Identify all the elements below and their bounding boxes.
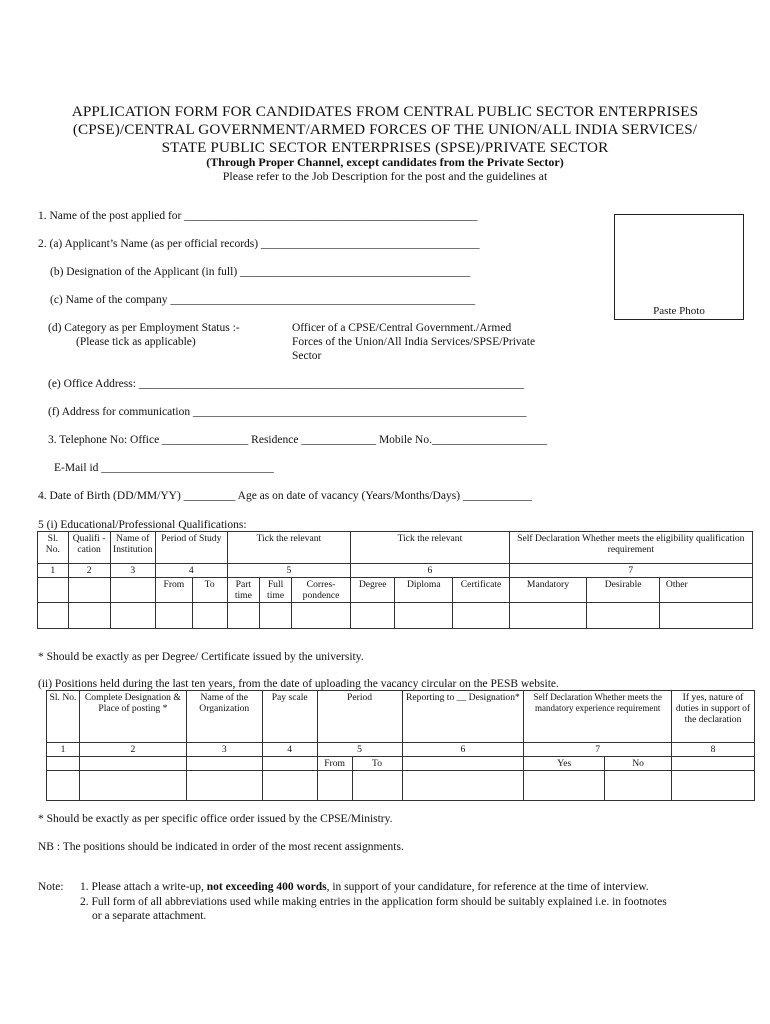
post-field[interactable]: 1. Name of the post applied for ___________________________________________________ <box>38 210 478 222</box>
category-label: (d) Category as per Employment Status :- <box>48 322 240 334</box>
pos-n4: 4 <box>262 743 317 757</box>
edu-other: Other <box>659 578 752 603</box>
pos-h-desig: Complete Designation & Place of posting * <box>79 691 186 743</box>
edu-note: * Should be exactly as per Degree/ Certificate issued by the university. <box>38 651 364 663</box>
edu-n7: 7 <box>509 564 752 578</box>
pos-yes: Yes <box>524 757 605 771</box>
edu-entry-row[interactable] <box>38 603 753 629</box>
edu-diploma: Diploma <box>395 578 453 603</box>
pos-n3: 3 <box>186 743 262 757</box>
office-address-field[interactable]: (e) Office Address: ___________________________________________________________________ <box>48 378 525 390</box>
note-2: 2. Full form of all abbreviations used while making entries in the application form should be suitably explained i.e. in footnotes <box>80 896 667 908</box>
pos-h-period: Period <box>317 691 402 743</box>
dob-field[interactable]: 4. Date of Birth (DD/MM/YY) _________ Age as on date of vacancy (Years/Months/Days) ____________ <box>38 490 532 502</box>
edu-to: To <box>192 578 227 603</box>
edu-degree: Degree <box>351 578 395 603</box>
edu-table <box>37 531 753 629</box>
edu-n2: 2 <box>68 564 110 578</box>
designation-field[interactable]: (b) Designation of the Applicant (in full) ________________________________________ <box>50 266 471 278</box>
company-field[interactable]: (c) Name of the company _____________________________________________________ <box>50 294 476 306</box>
edu-part: Part time <box>227 578 260 603</box>
edu-h-tick1: Tick the relevant <box>227 532 351 564</box>
edu-h-period: Period of Study <box>155 532 227 564</box>
email-field[interactable]: E-Mail id ______________________________ <box>54 462 274 474</box>
form-title-line2: (CPSE)/CENTRAL GOVERNMENT/ARMED FORCES OF THE UNION/ALL INDIA SERVICES/ <box>72 121 698 138</box>
photo-label: Paste Photo <box>653 305 705 317</box>
category-option-line3[interactable]: Sector <box>292 350 322 362</box>
pos-from: From <box>317 757 352 771</box>
edu-heading: 5 (i) Educational/Professional Qualifications: <box>38 519 247 531</box>
edu-n1: 1 <box>38 564 69 578</box>
note-1: 1. Please attach a write-up, not exceeding 400 words, in support of your candidature, for reference at the time of interview. <box>80 881 649 893</box>
pos-h-self: Self Declaration Whether meets the mandatory experience requirement <box>524 691 672 743</box>
edu-desirable: Desirable <box>587 578 660 603</box>
pos-n5: 5 <box>317 743 402 757</box>
pos-n7: 7 <box>524 743 672 757</box>
edu-n3: 3 <box>110 564 155 578</box>
refer-note: Please refer to the Job Description for the post and the guidelines at <box>222 169 548 183</box>
edu-n4: 4 <box>155 564 227 578</box>
edu-corr: Corres-pondence <box>291 578 350 603</box>
form-title-line3: STATE PUBLIC SECTOR ENTERPRISES (SPSE)/PRIVATE SECTOR <box>161 139 609 156</box>
edu-n5: 5 <box>227 564 351 578</box>
edu-mandatory: Mandatory <box>509 578 587 603</box>
telephone-field[interactable]: 3. Telephone No: Office _______________ Residence _____________ Mobile No.____________________ <box>48 434 547 446</box>
pos-h-pay: Pay scale <box>262 691 317 743</box>
nb-note: NB : The positions should be indicated in order of the most recent assignments. <box>38 841 404 853</box>
edu-h-inst: Name of Institution <box>110 532 155 564</box>
pos-h-nature: If yes, nature of duties in support of the declaration <box>672 691 755 743</box>
pos-note: * Should be exactly as per specific office order issued by the CPSE/Ministry. <box>38 813 393 825</box>
name-field[interactable]: 2. (a) Applicant’s Name (as per official records) ______________________________________ <box>38 238 480 250</box>
edu-certificate: Certificate <box>453 578 509 603</box>
edu-h-qual: Qualifi -cation <box>68 532 110 564</box>
comm-address-field[interactable]: (f) Address for communication __________________________________________________________ <box>48 406 527 418</box>
pos-h-org: Name of the Organization <box>186 691 262 743</box>
pos-to: To <box>352 757 402 771</box>
pos-n6: 6 <box>402 743 524 757</box>
pos-h-sl: Sl. No. <box>47 691 80 743</box>
pos-h-report: Reporting to __ Designation* <box>402 691 524 743</box>
pos-heading: (ii) Positions held during the last ten years, from the date of uploading the vacancy circular on the PESB website. <box>38 678 559 690</box>
pos-entry-row[interactable] <box>47 771 755 801</box>
category-option-line2[interactable]: Forces of the Union/All India Services/SPSE/Private <box>292 336 536 348</box>
pos-n1: 1 <box>47 743 80 757</box>
edu-h-tick2: Tick the relevant <box>351 532 509 564</box>
category-option-line1[interactable]: Officer of a CPSE/Central Government./Armed <box>292 322 512 334</box>
edu-full: Full time <box>260 578 292 603</box>
note-2-cont: or a separate attachment. <box>92 910 207 922</box>
channel-note: (Through Proper Channel, except candidates from the Private Sector) <box>206 155 564 169</box>
positions-table <box>46 690 755 801</box>
photo-box[interactable] <box>614 214 744 320</box>
pos-n2: 2 <box>79 743 186 757</box>
edu-h-sl: Sl. No. <box>38 532 69 564</box>
edu-h-self: Self Declaration Whether meets the eligibility qualification requirement <box>509 532 752 564</box>
form-title-line1: APPLICATION FORM FOR CANDIDATES FROM CENTRAL PUBLIC SECTOR ENTERPRISES <box>71 103 699 120</box>
edu-from: From <box>155 578 192 603</box>
edu-n6: 6 <box>351 564 509 578</box>
category-hint: (Please tick as applicable) <box>76 336 196 348</box>
pos-n8: 8 <box>672 743 755 757</box>
pos-no: No <box>605 757 672 771</box>
notes-label: Note: <box>38 881 64 893</box>
